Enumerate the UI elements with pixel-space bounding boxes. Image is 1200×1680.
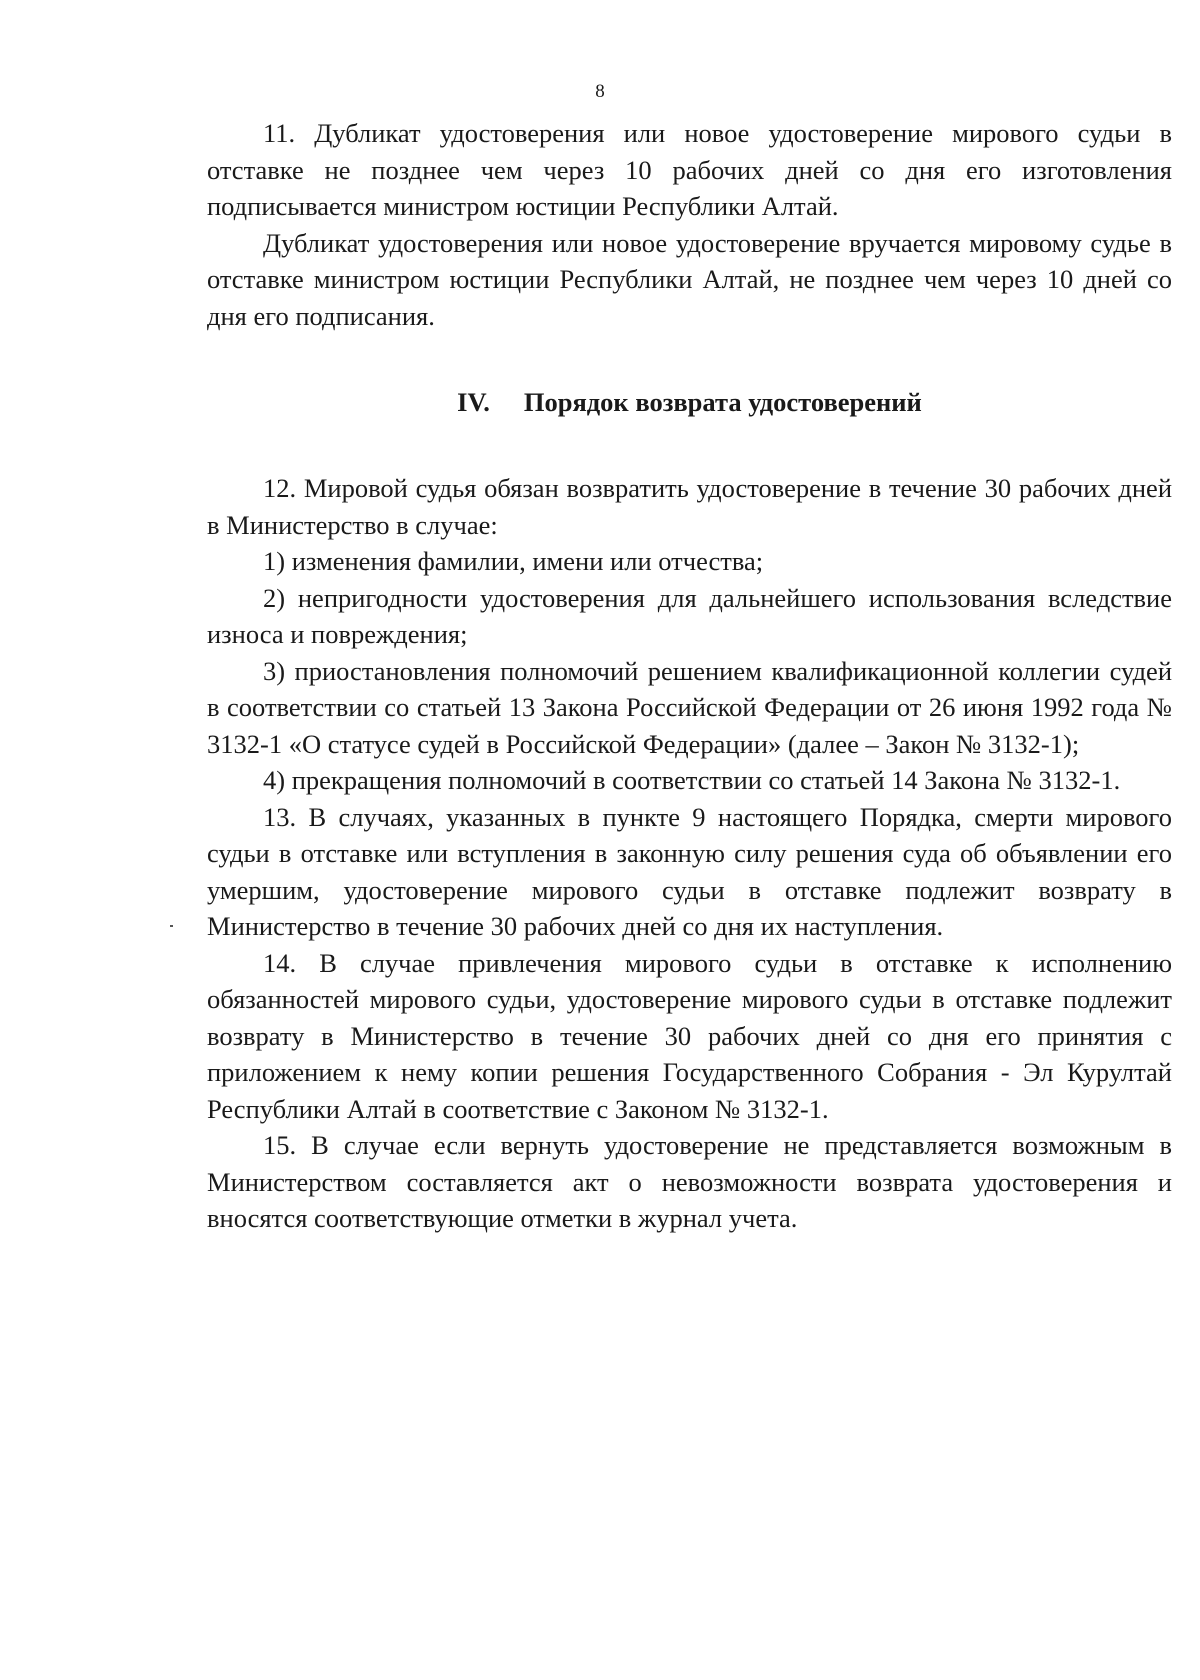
section-heading [207,384,1172,420]
scan-artifact [170,925,173,927]
paragraph-15: 15. В случае если вернуть удостоверение не представляется возможным в Министерством составляется акт о невозможности возврата удостоверения и вносятся соответствующие отметки в журнал учета. [207,1130,1172,1233]
paragraph-12-item-1: 1) изменения фамилии, имени или отчества; [263,546,764,576]
paragraph-12-item-3: 3) приостановления полномочий решением квалификационной коллегии судей в соответствии со статьей 13 Закона Российской Федерации от 26 июня 1992 года № 3132-1 «О статусе судей в Российской Федерации» (далее – Закон № 3132-1); [207,655,1172,759]
page-number: 8 [595,81,605,102]
section-title: Порядок возврата удостоверений [523,387,922,417]
paragraph-14: 14. В случае привлечения мирового судьи в отставке к исполнению обязанностей мирового судьи, удостоверение мирового судьи в отставке подлежит возврату в Министерство в течение 30 рабочих дней со дня его принятия с приложением к нему копии решения Государственного Собрания - Эл Курултай Республики Алтай в соответствие с Законом № 3132-1. [207,947,1172,1124]
paragraph-13: 13. В случаях, указанных в пункте 9 настоящего Порядка, смерти мирового судьи в отставке или вступления в законную силу решения суда об объявлении его умершим, удостоверение мирового судьи в отставке подлежит возврату в Министерство в течение 30 рабочих дней со дня их наступления. [207,801,1172,941]
paragraph-12-item-2: 2) непригодности удостоверения для дальнейшего использования вследствие износа и повреждения; [207,582,1172,649]
paragraph-12: 12. Мировой судья обязан возвратить удостоверение в течение 30 рабочих дней в Министерство в случае: [207,473,1172,540]
document-body [207,115,1172,1237]
paragraph-11: 11. Дубликат удостоверения или новое удостоверение мирового судьи в отставке не позднее чем через 10 рабочих дней со дня его изготовления подписывается министром юстиции Республики Алтай. [207,118,1172,221]
paragraph-12-item-4: 4) прекращения полномочий в соответствии со статьей 14 Закона № 3132-1. [263,765,1121,795]
section-number: IV. [457,387,490,417]
paragraph-11-delivery: Дубликат удостоверения или новое удостоверение вручается мировому судье в отставке министром юстиции Республики Алтай, не позднее чем через 10 дней со дня его подписания. [207,227,1172,331]
